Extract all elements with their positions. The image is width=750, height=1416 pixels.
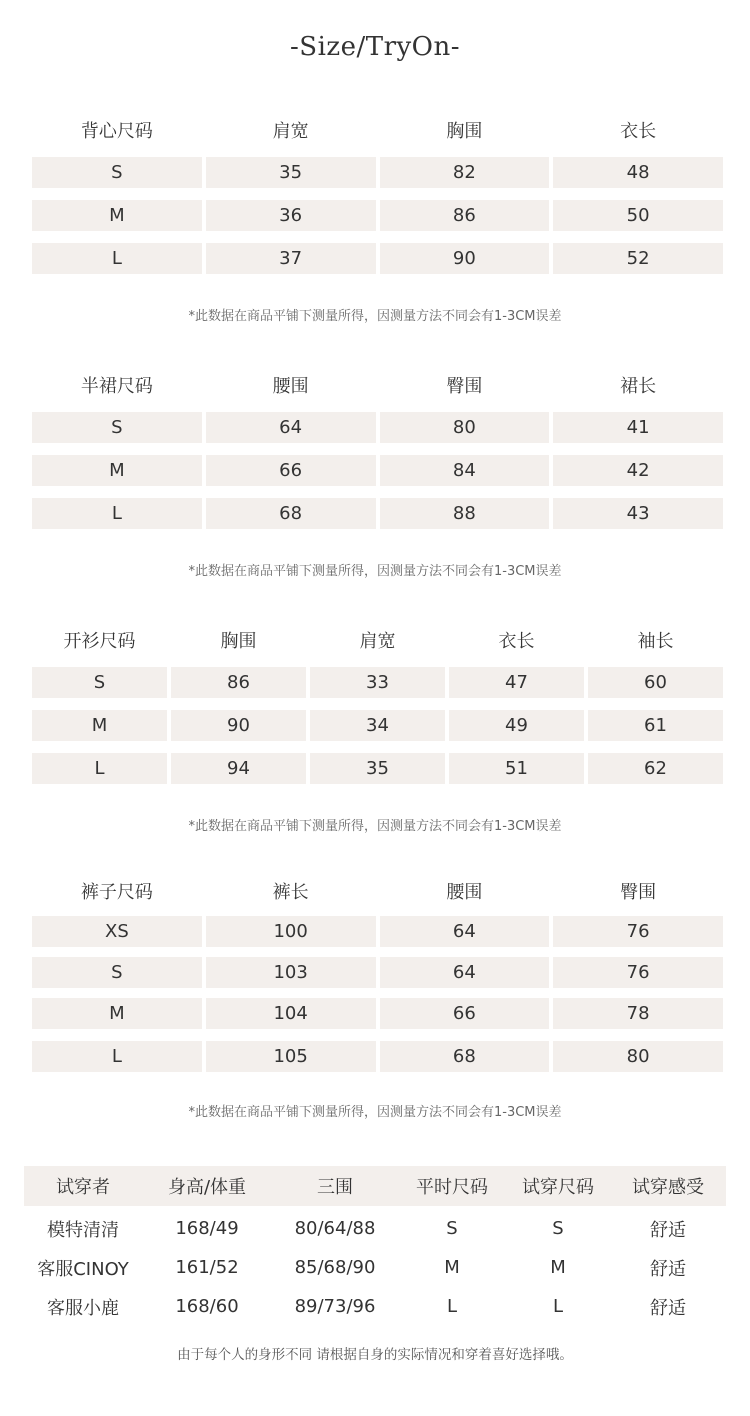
table-cell: 60 (588, 667, 723, 698)
table-cell: 35 (206, 157, 376, 188)
table-header-row (32, 370, 723, 400)
measurement-note: *此数据在商品平铺下测量所得，因测量方法不同会有1-3CM误差 (188, 1105, 562, 1120)
table-header-row (32, 115, 723, 145)
table-cell: M (32, 710, 167, 741)
header-cell: 平时尺码 (416, 1177, 488, 1198)
table-cell: 68 (380, 1041, 550, 1072)
table-cell: M (32, 455, 202, 486)
footer-note: 由于每个人的身形不同 请根据自身的实际情况和穿着喜好选择哦。 (177, 1347, 573, 1363)
table-cell: 62 (588, 753, 723, 784)
table-cell: 47 (449, 667, 584, 698)
table-cell: M (550, 1257, 566, 1278)
table-cell: 34 (310, 710, 445, 741)
header-cell: 裙长 (620, 376, 657, 397)
table-cell: 86 (171, 667, 306, 698)
table-cell: S (32, 157, 202, 188)
measurement-note: *此数据在商品平铺下测量所得，因测量方法不同会有1-3CM误差 (188, 309, 562, 324)
table-row (32, 200, 723, 231)
table-cell: S (32, 957, 202, 988)
table-cell: 36 (206, 200, 376, 231)
table-cell: 35 (310, 753, 445, 784)
table-row (32, 412, 723, 443)
table-cell: 客服小鹿 (47, 1297, 119, 1319)
table-cell: 64 (206, 412, 376, 443)
table-cell: 客服CINOY (37, 1258, 129, 1280)
header-cell: 试穿感受 (632, 1177, 704, 1198)
table-cell: XS (32, 916, 202, 947)
table-cell: L (446, 1296, 458, 1317)
header-cell: 背心尺码 (80, 121, 153, 142)
table-row (32, 1041, 723, 1072)
table-cell: 42 (553, 455, 723, 486)
table-cell: M (444, 1257, 460, 1278)
header-cell: 肩宽 (359, 631, 396, 652)
table-cell: 64 (380, 916, 550, 947)
tryon-table (24, 1166, 726, 1326)
header-cell: 腰围 (446, 882, 483, 903)
table-cell: 49 (449, 710, 584, 741)
table-cell: 50 (553, 200, 723, 231)
header-cell: 胸围 (220, 631, 257, 652)
table-row (32, 998, 723, 1029)
table-cell: 76 (553, 957, 723, 988)
table-cell: 33 (310, 667, 445, 698)
table-cell: 90 (380, 243, 550, 274)
table-cell: 80 (380, 412, 550, 443)
table-cell: L (552, 1296, 564, 1317)
table-cell: 94 (171, 753, 306, 784)
table-cell: 68 (206, 498, 376, 529)
table-row (32, 957, 723, 988)
table-cell: L (32, 753, 167, 784)
table-cell: 168/49 (175, 1218, 239, 1239)
table-cell: 105 (206, 1041, 376, 1072)
measurement-note: *此数据在商品平铺下测量所得，因测量方法不同会有1-3CM误差 (188, 564, 562, 579)
table-cell: 168/60 (175, 1296, 239, 1317)
table-row (32, 667, 723, 698)
header-cell: 肩宽 (272, 121, 309, 142)
measurement-note: *此数据在商品平铺下测量所得，因测量方法不同会有1-3CM误差 (188, 819, 562, 834)
header-cell: 三围 (317, 1177, 353, 1198)
table-cell: 88 (380, 498, 550, 529)
table-row (32, 710, 723, 741)
table-cell: 80/64/88 (294, 1218, 376, 1239)
table-header-row (32, 625, 723, 655)
table-cell: 37 (206, 243, 376, 274)
header-cell: 身高/体重 (167, 1177, 247, 1198)
page-title: -Size/TryOn- (289, 32, 461, 62)
header-cell: 臀围 (620, 882, 657, 903)
vest-size-table (32, 115, 723, 274)
table-cell: L (32, 498, 202, 529)
table-cell: 84 (380, 455, 550, 486)
pants-size-table (32, 876, 723, 1072)
header-cell: 臀围 (446, 376, 483, 397)
table-cell: 41 (553, 412, 723, 443)
table-cell: L (32, 243, 202, 274)
header-cell: 衣长 (498, 631, 535, 652)
skirt-size-table (32, 370, 723, 529)
table-cell: M (32, 200, 202, 231)
table-cell: 66 (206, 455, 376, 486)
header-cell: 袖长 (637, 631, 674, 652)
table-row (32, 498, 723, 529)
table-cell: 104 (206, 998, 376, 1029)
table-row (32, 157, 723, 188)
table-cell: 85/68/90 (294, 1257, 376, 1278)
table-cell: S (32, 412, 202, 443)
table-cell: 100 (206, 916, 376, 947)
table-cell: 90 (171, 710, 306, 741)
header-cell: 试穿尺码 (522, 1177, 594, 1198)
header-cell: 开衫尺码 (63, 631, 136, 652)
table-cell: S (446, 1218, 458, 1239)
table-row (32, 455, 723, 486)
table-row (32, 243, 723, 274)
table-cell: S (32, 667, 167, 698)
table-cell: 66 (380, 998, 550, 1029)
table-cell: 48 (553, 157, 723, 188)
header-cell: 胸围 (446, 121, 483, 142)
table-row (32, 916, 723, 947)
table-row (24, 1248, 726, 1287)
header-cell: 腰围 (272, 376, 309, 397)
table-cell: 89/73/96 (294, 1296, 376, 1317)
table-row (24, 1287, 726, 1326)
table-cell: 舒适 (650, 1297, 686, 1319)
table-cell: 78 (553, 998, 723, 1029)
table-cell: 51 (449, 753, 584, 784)
table-cell: 76 (553, 916, 723, 947)
table-cell: 86 (380, 200, 550, 231)
header-cell: 裤子尺码 (80, 882, 153, 903)
table-cell: M (32, 998, 202, 1029)
table-cell: 52 (553, 243, 723, 274)
table-cell: 64 (380, 957, 550, 988)
header-cell: 半裙尺码 (80, 376, 153, 397)
table-cell: L (32, 1041, 202, 1072)
header-cell: 衣长 (620, 121, 657, 142)
cardigan-size-table (32, 625, 723, 784)
table-cell: 80 (553, 1041, 723, 1072)
table-row (24, 1209, 726, 1248)
table-cell: 161/52 (175, 1257, 239, 1278)
table-cell: 舒适 (650, 1219, 686, 1241)
table-cell: 82 (380, 157, 550, 188)
tryon-header-row (24, 1166, 726, 1206)
table-cell: S (552, 1218, 564, 1239)
table-header-row (32, 876, 723, 906)
header-cell: 试穿者 (56, 1177, 110, 1198)
table-cell: 43 (553, 498, 723, 529)
table-cell: 模特清清 (47, 1219, 119, 1241)
table-cell: 舒适 (650, 1258, 686, 1280)
table-cell: 61 (588, 710, 723, 741)
table-cell: 103 (206, 957, 376, 988)
header-cell: 裤长 (272, 882, 309, 903)
table-row (32, 753, 723, 784)
